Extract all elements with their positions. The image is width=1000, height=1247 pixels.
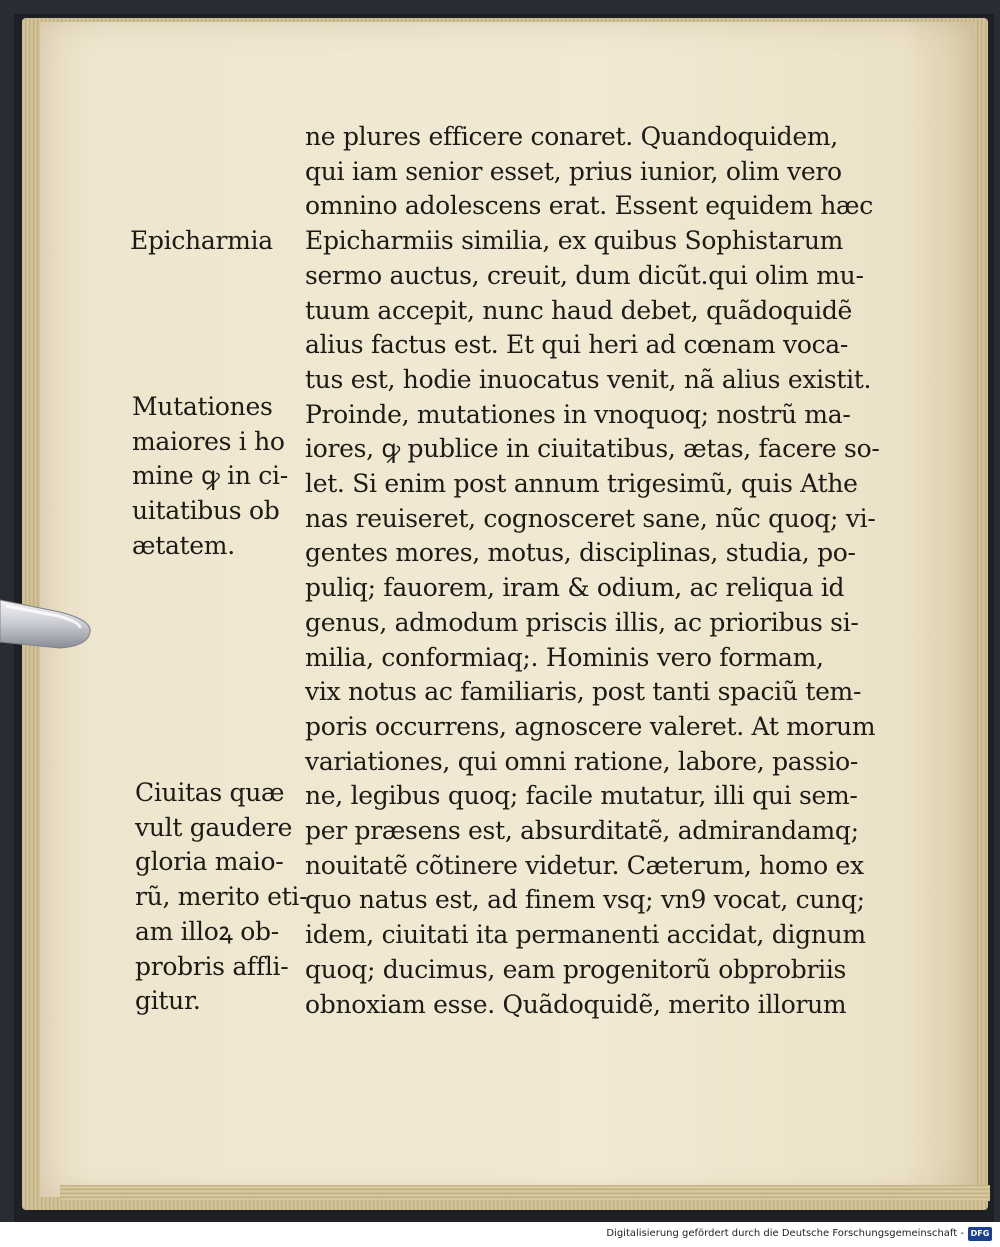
text-line: Epicharmiis similia, ex quibus Sophistarum (305, 226, 844, 256)
text-line: tuum accepit, nunc haud debet, quãdoquidẽ (305, 295, 853, 325)
text-line: puliq; fauorem, iram & odium, ac reliqua id (305, 573, 845, 603)
margin-note-line: Ciuitas quæ (135, 778, 285, 807)
margin-note-line: vult gaudere (135, 812, 293, 842)
text-line: per præsens est, absurditatẽ, admirandamq; (305, 816, 859, 846)
text-line: qui iam senior esset, prius iunior, olim vero (305, 156, 842, 186)
text-line: poris occurrens, agnoscere valeret. At morum (305, 711, 876, 741)
text-line: milia, conformiaq;. Hominis vero formam, (305, 642, 824, 672)
margin-note-line: mine ꝙ in ci- (132, 461, 288, 491)
margin-note-ciuitas (135, 776, 307, 1019)
page-bottom-edge (60, 1185, 990, 1201)
text-line: ne plures efficere conaret. Quandoquidem, (305, 122, 838, 151)
margin-note-epicharmia (130, 224, 273, 259)
margin-note-line: gloria maio- (135, 847, 284, 877)
glass-page-weight (0, 592, 94, 654)
text-line: vix notus ac familiaris, post tanti spaciũ tem- (305, 677, 862, 707)
dfg-logo: DFG (968, 1227, 992, 1241)
text-line: variationes, qui omni ratione, labore, passio- (305, 746, 859, 776)
text-line: Proinde, mutationes in vnoquoq; nostrũ ma- (305, 399, 851, 429)
margin-note-line: Mutationes (132, 392, 273, 421)
footer-bar (0, 1222, 1000, 1247)
text-line: quo natus est, ad finem vsq; vn9 vocat, cunq; (305, 885, 865, 915)
margin-note-line: probris affli- (135, 951, 289, 981)
text-line: tus est, hodie inuocatus venit, nã alius existit. (305, 364, 872, 394)
text-line: nas reuiseret, cognosceret sane, nũc quoq; vi- (305, 503, 876, 533)
margin-note-line: uitatibus ob (132, 496, 280, 526)
text-line: genus, admodum priscis illis, ac prioribus si- (305, 607, 859, 637)
text-line: let. Si enim post annum trigesimũ, quis Athe (305, 469, 858, 499)
main-text-block (305, 120, 880, 1022)
margin-note-mutationes (132, 390, 288, 564)
margin-note-line: Epicharmia (130, 226, 273, 255)
margin-note-line: am illoꝝ ob- (135, 916, 279, 946)
margin-note-line: gitur. (135, 986, 201, 1016)
text-line: gentes mores, motus, disciplinas, studia, po- (305, 538, 856, 568)
text-line: alius factus est. Et qui heri ad cœnam voca- (305, 330, 849, 360)
footer-credit: Digitalisierung gefördert durch die Deutsche Forschungsgemeinschaft - (606, 1228, 964, 1239)
margin-note-line: maiores i ho (132, 426, 285, 456)
margin-note-line: rũ, merito eti- (135, 882, 308, 912)
text-line: sermo auctus, creuit, dum dicũt.qui olim mu- (305, 260, 864, 290)
text-line: omnino adolescens erat. Essent equidem hæc (305, 191, 873, 221)
text-line: nouitatẽ cõtinere videtur. Cæterum, homo ex (305, 850, 864, 880)
text-line: iores, ꝙ publice in ciuitatibus, ætas, facere so- (305, 434, 880, 464)
text-line: obnoxiam esse. Quãdoquidẽ, merito illorum (305, 989, 847, 1019)
text-line: quoq; ducimus, eam progenitorũ obprobriis (305, 954, 847, 984)
margin-note-line: ætatem. (132, 530, 235, 560)
text-line: idem, ciuitati ita permanenti accidat, dignum (305, 920, 866, 950)
text-line: ne, legibus quoq; facile mutatur, illi qui sem- (305, 781, 858, 811)
